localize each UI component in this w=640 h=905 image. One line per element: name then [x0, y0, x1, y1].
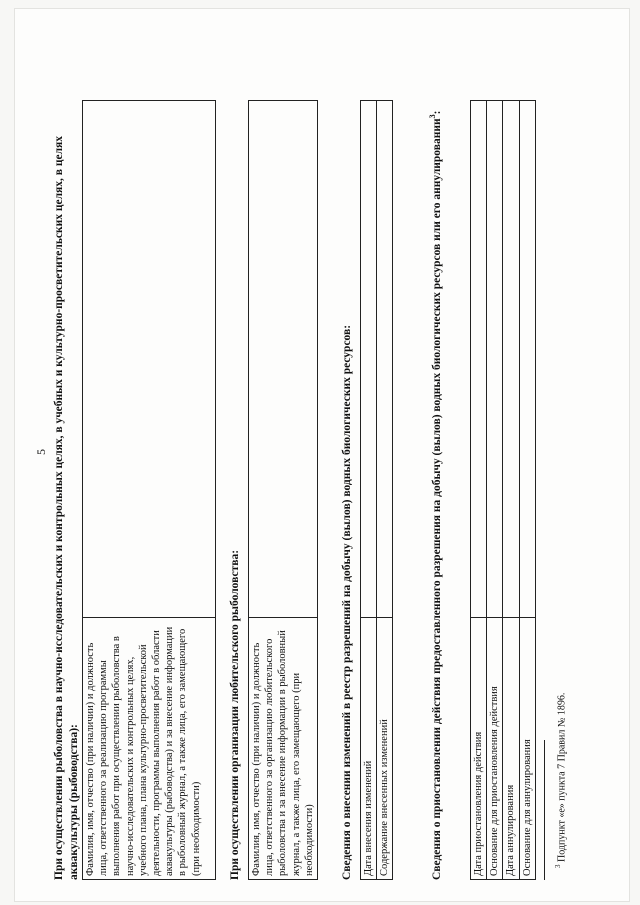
section4-table — [470, 100, 536, 880]
section2-heading: При осуществлении организации любительского рыболовства: — [229, 549, 241, 880]
section4-footnote-ref: 3 — [428, 114, 437, 119]
section4-row-value — [471, 101, 487, 618]
table-row — [83, 101, 216, 880]
table-row — [377, 101, 393, 880]
section4-row-label: Основание для приостановления действия — [487, 618, 503, 880]
section3-row-value — [377, 101, 393, 618]
table-row — [519, 101, 535, 880]
section4-heading-text: Сведения о приостановлении действия предоставленного разрешения на добычу (вылов) водных биологических ресурсов или его аннулировании — [430, 118, 443, 880]
table-row — [503, 101, 519, 880]
section1-heading: При осуществлении рыболовства в научно-исследовательских и контрольных целях, в учебных и культурно-просветительских целях, в целях аквакультуры (рыбоводства): — [53, 135, 80, 880]
footnote — [554, 693, 567, 868]
section1-label-cell: Фамилия, имя, отчество (при наличии) и должность лица, ответственного за реализацию программы выполнения работ при осуществлении рыболовства в научно-исследовательских и контрольных целях, учебного плана, плана культурно-просветительской деятельности, программы выполнения работ в области аквакультуры (рыбоводства) и за внесение информации в рыболовный журнал, а также лица, его замещающего (при необходимости) — [83, 618, 216, 880]
table-row — [487, 101, 503, 880]
footnote-mark: 3 — [554, 864, 562, 868]
section1-table — [82, 100, 216, 880]
page-number: 5 — [34, 449, 48, 455]
section4-row-label: Основание для аннулирования — [519, 618, 535, 880]
section3-table — [360, 100, 393, 880]
rotated-page-content — [30, 20, 620, 880]
table-row — [249, 101, 318, 880]
section3-row-value — [361, 101, 377, 618]
section4-row-label: Дата аннулирования — [503, 618, 519, 880]
section3-row-label: Содержание внесенных изменений — [377, 618, 393, 880]
section4-row-value — [487, 101, 503, 618]
section4-row-label: Дата приостановления действия — [471, 618, 487, 880]
table-row — [361, 101, 377, 880]
section1-value-cell — [83, 101, 216, 618]
section2-table — [248, 100, 318, 880]
footnote-rule — [544, 740, 545, 880]
footnote-text: Подпункт «е» пункта 7 Правил № 1896. — [556, 692, 568, 862]
table-row — [471, 101, 487, 880]
section4-row-value — [519, 101, 535, 618]
section4-heading — [425, 90, 445, 880]
section3-heading: Сведения о внесении изменений в реестр разрешений на добычу (вылов) водных биологических ресурсов: — [341, 324, 353, 880]
section2-value-cell — [249, 101, 318, 618]
section2-label-cell: Фамилия, имя, отчество (при наличии) и должность лица, ответственного за организацию любительского рыболовства и за внесение информации в рыболовный журнал, а также лица, его замещающего (при необходимости) — [249, 618, 318, 880]
section4-heading-end: : — [430, 110, 443, 115]
section4-row-value — [503, 101, 519, 618]
section3-row-label: Дата внесения изменений — [361, 618, 377, 880]
